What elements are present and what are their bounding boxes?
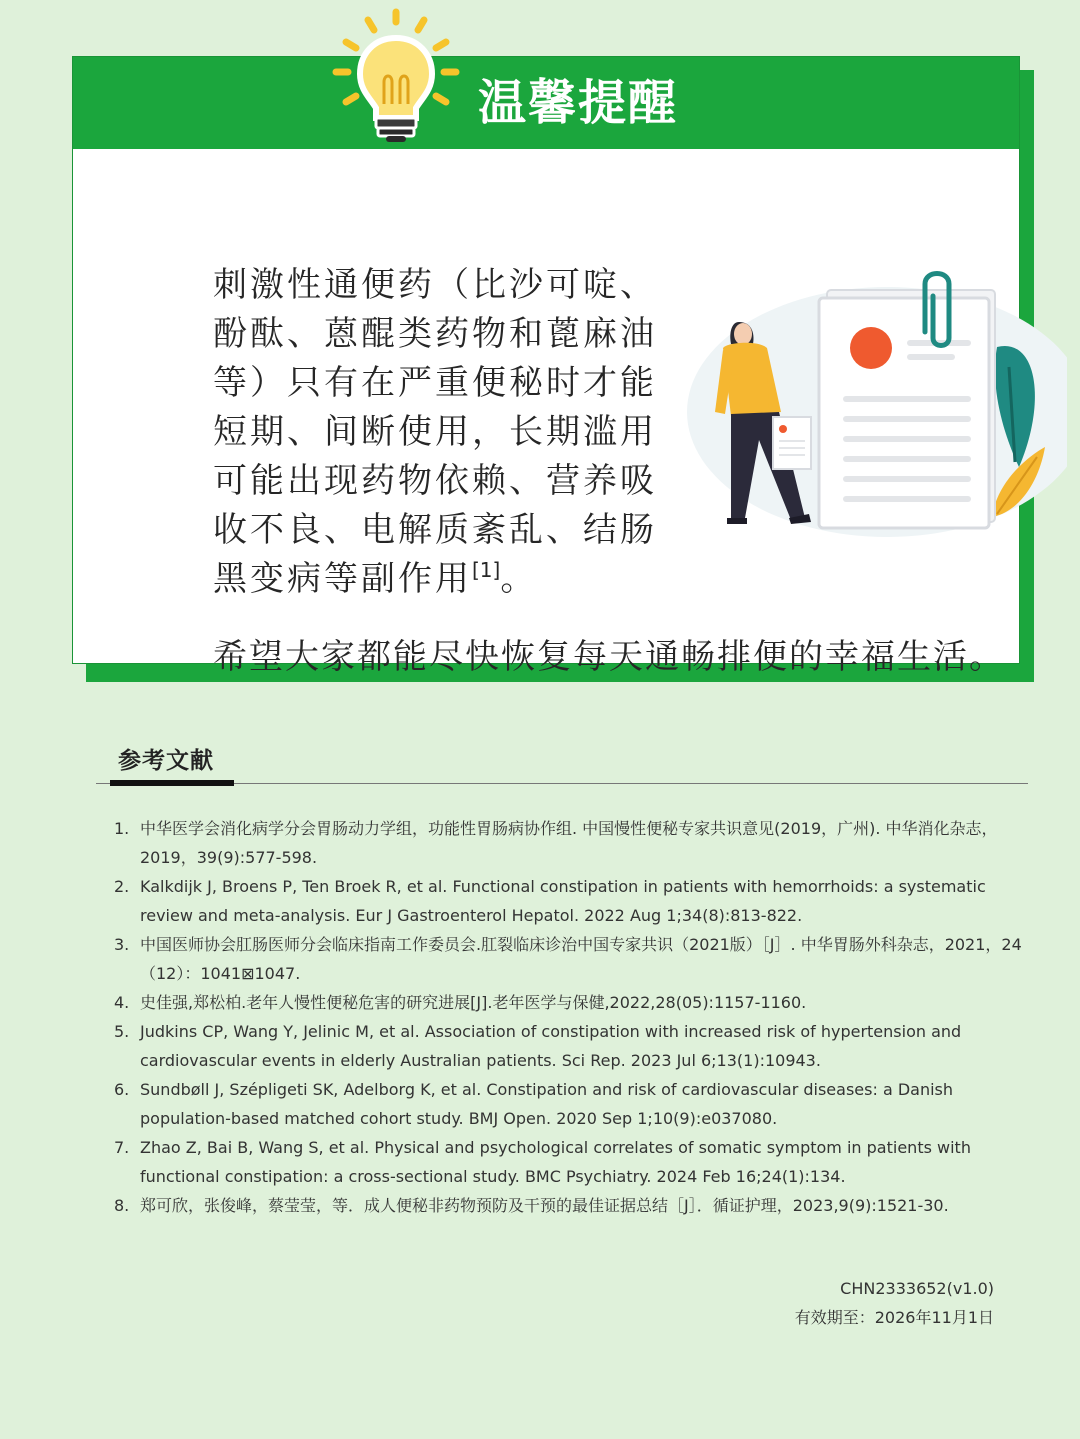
document-code: CHN2333652(v1.0) [840, 1279, 994, 1298]
card-body-text [213, 261, 657, 604]
references-list [114, 814, 1034, 1220]
reference-number: 3. [114, 935, 130, 954]
validity-date: 有效期至：2026年11月1日 [794, 1308, 994, 1327]
reference-number: 7. [114, 1138, 130, 1157]
reference-item [114, 814, 1034, 872]
reference-text: 中国医师协会肛肠医师分会临床指南工作委员会.肛裂临床诊治中国专家共识（2021版）［J］. 中华胃肠外科杂志，2021，24（12）：1041⊠1047. [140, 935, 1022, 983]
references-title: 参考文献 [118, 748, 214, 774]
body-end: 。 [500, 559, 538, 599]
document-illustration [667, 262, 1067, 552]
reference-number: 5. [114, 1022, 130, 1041]
body-main: 刺激性通便药（比沙可啶、酚酞、蒽醌类药物和蓖麻油等）只有在严重便秘时才能短期、间断使用，长期滥用可能出现药物依赖、营养吸收不良、电解质紊乱、结肠黑变病等副作用 [213, 265, 657, 599]
reference-text: Judkins CP, Wang Y, Jelinic M, et al. Association of constipation with increased risk of hypertension and cardiovascular events in elderly Australian patients. Sci Rep. 2023 Jul 6;13(1):10943. [140, 1022, 962, 1070]
reference-number: 6. [114, 1080, 130, 1099]
citation-mark: [1] [472, 558, 501, 582]
reference-text: Sundbøll J, Szépligeti SK, Adelborg K, et al. Constipation and risk of cardiovascular diseases: a Danish population-based matched cohort study. BMJ Open. 2020 Sep 1;10(9):e037080. [140, 1080, 954, 1128]
reference-item [114, 1191, 1034, 1220]
references-divider [96, 783, 1028, 784]
reference-item [114, 1075, 1034, 1133]
reminder-card [72, 56, 1020, 677]
reference-number: 8. [114, 1196, 130, 1215]
reference-item [114, 988, 1034, 1017]
reference-item [114, 1133, 1034, 1191]
reference-item [114, 872, 1034, 930]
card-wish-text: 希望大家都能尽快恢复每天通畅排便的幸福生活。 [213, 637, 1005, 677]
reference-number: 2. [114, 877, 130, 896]
reference-text: Kalkdijk J, Broens P, Ten Broek R, et al. Functional constipation in patients with hemorrhoids: a systematic review and meta-analysis. Eur J Gastroenterol Hepatol. 2022 Aug 1;34(8):813-822. [140, 877, 986, 925]
card-title: 温馨提醒 [478, 75, 679, 131]
references-title-underline [110, 780, 234, 786]
reference-item [114, 930, 1034, 988]
reference-number: 4. [114, 993, 130, 1012]
lightbulb-icon [330, 8, 460, 148]
reference-number: 1. [114, 819, 130, 838]
reference-text: 中华医学会消化病学分会胃肠动力学组，功能性胃肠病协作组. 中国慢性便秘专家共识意见(2019，广州). 中华消化杂志，2019，39(9):577-598. [140, 819, 998, 867]
reference-text: Zhao Z, Bai B, Wang S, et al. Physical and psychological correlates of somatic symptom in patients with functional constipation: a cross-sectional study. BMC Psychiatry. 2024 Feb 16;24(1):134. [140, 1138, 971, 1186]
reference-text: 史佳强,郑松柏.老年人慢性便秘危害的研究进展[J].老年医学与保健,2022,28(05):1157-1160. [140, 993, 807, 1012]
footer [795, 1274, 994, 1332]
reference-item [114, 1017, 1034, 1075]
reference-text: 郑可欣，张俊峰，蔡莹莹，等．成人便秘非药物预防及干预的最佳证据总结［J］．循证护理，2023,9(9):1521-30. [140, 1196, 949, 1215]
